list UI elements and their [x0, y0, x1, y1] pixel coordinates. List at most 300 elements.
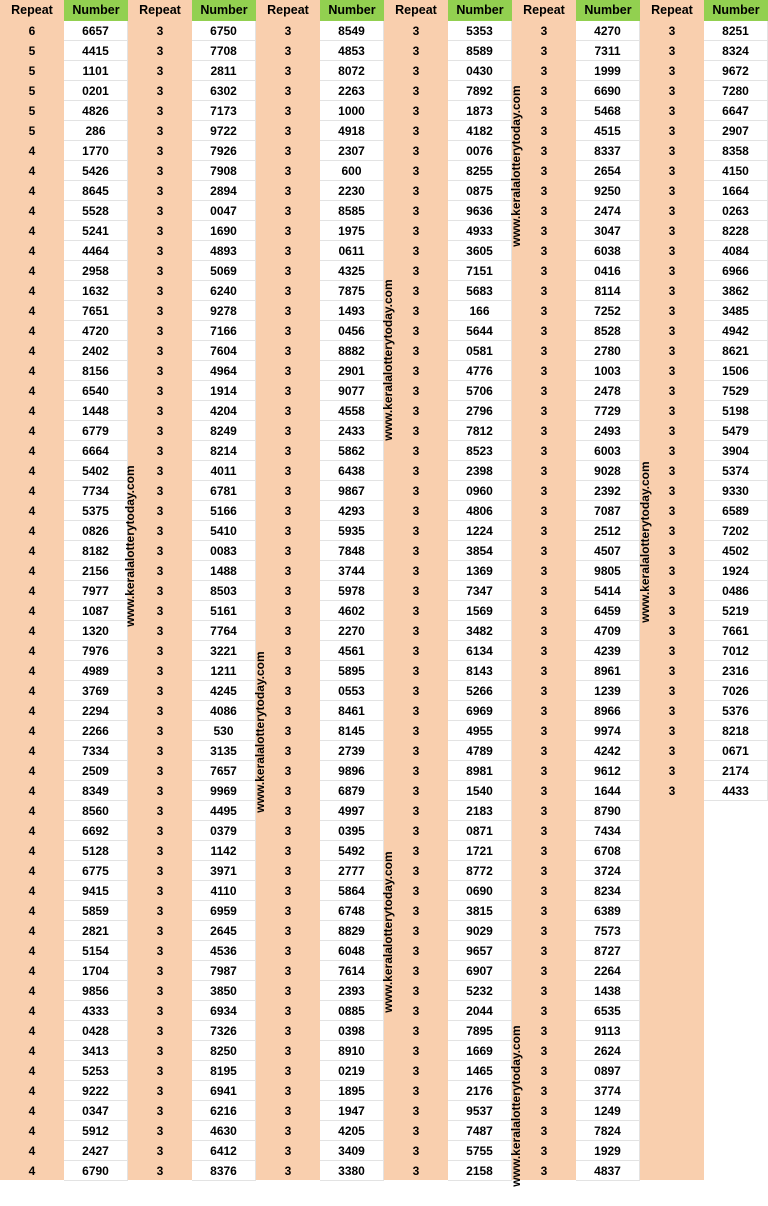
- repeat-cell: 3: [284, 724, 292, 738]
- number-cell: 8228: [704, 221, 768, 241]
- repeat-cell: 3: [284, 744, 292, 758]
- number-cell: 2796: [448, 401, 512, 421]
- number-cell: 6647: [704, 101, 768, 121]
- number-cell: 8589: [448, 41, 512, 61]
- repeat-cell: 3: [284, 1004, 292, 1018]
- number-cell: 6750: [192, 21, 256, 41]
- repeat-cell: 3: [412, 144, 420, 158]
- number-cell: 2654: [576, 161, 640, 181]
- number-cell: 3769: [64, 681, 128, 701]
- number-cell: 2270: [320, 621, 384, 641]
- number-cell: 9537: [448, 1101, 512, 1121]
- number-cell: 8910: [320, 1041, 384, 1061]
- number-cell: 2393: [320, 981, 384, 1001]
- repeat-cell: 3: [156, 24, 164, 38]
- number-cell: 1000: [320, 101, 384, 121]
- repeat-cell: 4: [28, 1164, 36, 1178]
- repeat-cell: 3: [284, 404, 292, 418]
- repeat-cell: 3: [412, 1084, 420, 1098]
- watermark-7: www.keralalotterytoday.com: [638, 461, 652, 623]
- repeat-cell: 3: [540, 744, 548, 758]
- repeat-cell: 3: [668, 444, 676, 458]
- repeat-cell: 3: [284, 904, 292, 918]
- repeat-column-1: [0, 0, 64, 1180]
- number-cell: 2512: [576, 521, 640, 541]
- number-cell: 4011: [192, 461, 256, 481]
- number-cell: 4789: [448, 741, 512, 761]
- repeat-cell: 3: [540, 784, 548, 798]
- number-cell: 5410: [192, 521, 256, 541]
- number-cell: 1770: [64, 141, 128, 161]
- number-cell: 5755: [448, 1141, 512, 1161]
- number-cell: 1704: [64, 961, 128, 981]
- number-cell: 4495: [192, 801, 256, 821]
- number-cell: 5528: [64, 201, 128, 221]
- number-cell: 4086: [192, 701, 256, 721]
- repeat-cell: 3: [540, 644, 548, 658]
- number-cell: 2821: [64, 921, 128, 941]
- repeat-cell: 3: [540, 804, 548, 818]
- repeat-cell: 3: [540, 1164, 548, 1178]
- repeat-cell: 3: [668, 384, 676, 398]
- number-cell: 0486: [704, 581, 768, 601]
- number-cell: 9278: [192, 301, 256, 321]
- number-cell: 1644: [576, 781, 640, 801]
- number-cell: 3413: [64, 1041, 128, 1061]
- repeat-cell: 3: [284, 164, 292, 178]
- repeat-cell: 3: [668, 324, 676, 338]
- repeat-cell: 3: [412, 704, 420, 718]
- number-cell: 6535: [576, 1001, 640, 1021]
- number-cell: 9029: [448, 921, 512, 941]
- repeat-cell: 3: [156, 1044, 164, 1058]
- number-cell: 2624: [576, 1041, 640, 1061]
- number-cell: 7604: [192, 341, 256, 361]
- number-cell: 5895: [320, 661, 384, 681]
- number-cell: 2478: [576, 381, 640, 401]
- number-cell: 1224: [448, 521, 512, 541]
- repeat-cell: 3: [540, 384, 548, 398]
- number-cell: 0871: [448, 821, 512, 841]
- number-cell: 8214: [192, 441, 256, 461]
- repeat-cell: 3: [156, 1144, 164, 1158]
- repeat-cell: 4: [28, 704, 36, 718]
- number-cell: 2907: [704, 121, 768, 141]
- repeat-cell: 3: [284, 684, 292, 698]
- number-cell: 0201: [64, 81, 128, 101]
- number-cell: 8523: [448, 441, 512, 461]
- number-cell: 2901: [320, 361, 384, 381]
- number-cell: 1632: [64, 281, 128, 301]
- repeat-cell: 3: [284, 344, 292, 358]
- repeat-cell: 3: [540, 964, 548, 978]
- number-cell: 6216: [192, 1101, 256, 1121]
- repeat-cell: 3: [156, 204, 164, 218]
- number-cell: 2645: [192, 921, 256, 941]
- number-cell: 5374: [704, 461, 768, 481]
- repeat-cell: 3: [284, 1124, 292, 1138]
- number-cell: 2474: [576, 201, 640, 221]
- repeat-cell: 3: [284, 1164, 292, 1178]
- repeat-cell: 3: [284, 484, 292, 498]
- number-cell: 7487: [448, 1121, 512, 1141]
- repeat-cell: 3: [668, 204, 676, 218]
- number-cell: 9028: [576, 461, 640, 481]
- number-cell: 6748: [320, 901, 384, 921]
- number-cell: 7573: [576, 921, 640, 941]
- number-cell: 7087: [576, 501, 640, 521]
- repeat-cell: 4: [28, 904, 36, 918]
- repeat-cell: 3: [540, 64, 548, 78]
- number-cell: 166: [448, 301, 512, 321]
- repeat-cell: 3: [284, 1144, 292, 1158]
- number-cell: 6664: [64, 441, 128, 461]
- repeat-cell: 3: [540, 364, 548, 378]
- repeat-cell: 3: [412, 164, 420, 178]
- repeat-cell: 3: [156, 444, 164, 458]
- number-cell: 1448: [64, 401, 128, 421]
- repeat-cell: 3: [412, 24, 420, 38]
- repeat-cell: 3: [284, 204, 292, 218]
- number-cell: 0553: [320, 681, 384, 701]
- repeat-cell: 3: [284, 424, 292, 438]
- number-cell: 5266: [448, 681, 512, 701]
- number-cell: 8961: [576, 661, 640, 681]
- number-cell: 0826: [64, 521, 128, 541]
- repeat-cell: 3: [156, 364, 164, 378]
- number-cell: 9077: [320, 381, 384, 401]
- number-cell: 8882: [320, 341, 384, 361]
- repeat-cell: 3: [540, 1064, 548, 1078]
- number-cell: 5166: [192, 501, 256, 521]
- repeat-cell: 3: [412, 604, 420, 618]
- repeat-cell: 3: [284, 384, 292, 398]
- repeat-cell: 3: [668, 464, 676, 478]
- number-cell: 1999: [576, 61, 640, 81]
- number-cell: 4150: [704, 161, 768, 181]
- number-cell: 9415: [64, 881, 128, 901]
- number-cell: 0611: [320, 241, 384, 261]
- repeat-cell: 3: [284, 924, 292, 938]
- repeat-header: Repeat: [640, 0, 704, 21]
- number-cell: 2316: [704, 661, 768, 681]
- number-cell: 6779: [64, 421, 128, 441]
- repeat-cell: 4: [28, 1004, 36, 1018]
- repeat-cell: 3: [412, 64, 420, 78]
- repeat-cell: 4: [28, 504, 36, 518]
- number-cell: 3971: [192, 861, 256, 881]
- number-cell: 5859: [64, 901, 128, 921]
- number-cell: 8549: [320, 21, 384, 41]
- number-cell: 7926: [192, 141, 256, 161]
- number-cell: 6879: [320, 781, 384, 801]
- number-cell: 6438: [320, 461, 384, 481]
- repeat-cell: 3: [540, 864, 548, 878]
- repeat-cell: 3: [412, 284, 420, 298]
- number-cell: 0379: [192, 821, 256, 841]
- number-cell: 8072: [320, 61, 384, 81]
- number-cell: 7892: [448, 81, 512, 101]
- number-cell: 1369: [448, 561, 512, 581]
- number-header: Number: [192, 0, 256, 21]
- number-cell: 9974: [576, 721, 640, 741]
- repeat-cell: 3: [412, 344, 420, 358]
- number-cell: 6708: [576, 841, 640, 861]
- repeat-cell: 3: [412, 1144, 420, 1158]
- repeat-cell: 3: [668, 244, 676, 258]
- repeat-cell: 3: [156, 104, 164, 118]
- repeat-cell: 3: [540, 264, 548, 278]
- number-cell: 4293: [320, 501, 384, 521]
- number-cell: 5241: [64, 221, 128, 241]
- repeat-cell: 3: [412, 404, 420, 418]
- number-cell: 0430: [448, 61, 512, 81]
- repeat-cell: 3: [284, 184, 292, 198]
- number-cell: 6934: [192, 1001, 256, 1021]
- number-cell: 4837: [576, 1161, 640, 1181]
- repeat-cell: 4: [28, 404, 36, 418]
- repeat-cell: 3: [668, 44, 676, 58]
- repeat-cell: 4: [28, 744, 36, 758]
- repeat-cell: 3: [284, 1104, 292, 1118]
- repeat-cell: 3: [668, 744, 676, 758]
- number-cell: 2307: [320, 141, 384, 161]
- number-cell: 9969: [192, 781, 256, 801]
- repeat-cell: 3: [668, 784, 676, 798]
- repeat-cell: 3: [540, 444, 548, 458]
- number-cell: 7824: [576, 1121, 640, 1141]
- repeat-cell: 3: [412, 1064, 420, 1078]
- repeat-cell: 3: [284, 84, 292, 98]
- number-cell: 6389: [576, 901, 640, 921]
- number-cell: 7875: [320, 281, 384, 301]
- repeat-cell: 3: [412, 464, 420, 478]
- number-cell: 3744: [320, 561, 384, 581]
- repeat-cell: 3: [156, 1104, 164, 1118]
- repeat-cell: 3: [668, 504, 676, 518]
- repeat-cell: 3: [156, 124, 164, 138]
- number-cell: 7173: [192, 101, 256, 121]
- number-cell: 6003: [576, 441, 640, 461]
- number-cell: 7657: [192, 761, 256, 781]
- repeat-cell: 3: [412, 744, 420, 758]
- repeat-cell: 3: [156, 824, 164, 838]
- repeat-cell: 3: [156, 944, 164, 958]
- number-cell: 5402: [64, 461, 128, 481]
- repeat-header: Repeat: [512, 0, 576, 21]
- number-cell: 2158: [448, 1161, 512, 1181]
- repeat-cell: 3: [668, 724, 676, 738]
- repeat-cell: 3: [284, 284, 292, 298]
- repeat-header: Repeat: [0, 0, 64, 21]
- repeat-cell: 4: [28, 804, 36, 818]
- watermark-4: www.keralalotterytoday.com: [381, 851, 395, 1013]
- repeat-cell: 3: [284, 964, 292, 978]
- repeat-cell: 3: [156, 884, 164, 898]
- number-cell: 7651: [64, 301, 128, 321]
- repeat-cell: 4: [28, 384, 36, 398]
- repeat-cell: 3: [156, 1084, 164, 1098]
- repeat-cell: 3: [284, 1084, 292, 1098]
- repeat-cell: 3: [540, 924, 548, 938]
- number-cell: 2176: [448, 1081, 512, 1101]
- repeat-cell: 3: [412, 444, 420, 458]
- number-cell: 5375: [64, 501, 128, 521]
- repeat-cell: 3: [668, 124, 676, 138]
- repeat-cell: 3: [412, 364, 420, 378]
- repeat-cell: 3: [668, 584, 676, 598]
- number-cell: 8528: [576, 321, 640, 341]
- number-cell: 0875: [448, 181, 512, 201]
- number-cell: 4242: [576, 741, 640, 761]
- number-cell: 2777: [320, 861, 384, 881]
- number-cell: 2264: [576, 961, 640, 981]
- number-cell: 8621: [704, 341, 768, 361]
- repeat-cell: 4: [28, 664, 36, 678]
- repeat-cell: 3: [540, 564, 548, 578]
- repeat-cell: 3: [540, 244, 548, 258]
- number-cell: 1540: [448, 781, 512, 801]
- repeat-cell: 3: [412, 904, 420, 918]
- repeat-cell: 3: [412, 1024, 420, 1038]
- number-cell: 1465: [448, 1061, 512, 1081]
- repeat-cell: 4: [28, 644, 36, 658]
- number-cell: 3815: [448, 901, 512, 921]
- number-cell: 8250: [192, 1041, 256, 1061]
- number-cell: 8251: [704, 21, 768, 41]
- number-cell: 6969: [448, 701, 512, 721]
- number-cell: 6692: [64, 821, 128, 841]
- repeat-cell: 3: [540, 184, 548, 198]
- repeat-cell: 3: [156, 1124, 164, 1138]
- watermark-1: www.keralalotterytoday.com: [123, 465, 137, 627]
- number-cell: 1493: [320, 301, 384, 321]
- repeat-cell: 3: [284, 664, 292, 678]
- repeat-cell: 3: [156, 264, 164, 278]
- number-cell: 7166: [192, 321, 256, 341]
- number-cell: 0428: [64, 1021, 128, 1041]
- repeat-cell: 4: [28, 204, 36, 218]
- number-cell: 530: [192, 721, 256, 741]
- repeat-cell: 3: [540, 1144, 548, 1158]
- repeat-cell: 3: [284, 1064, 292, 1078]
- repeat-cell: 3: [156, 804, 164, 818]
- number-cell: 4536: [192, 941, 256, 961]
- number-cell: 4110: [192, 881, 256, 901]
- repeat-cell: 3: [540, 84, 548, 98]
- number-cell: 7334: [64, 741, 128, 761]
- number-cell: 5161: [192, 601, 256, 621]
- number-cell: 6907: [448, 961, 512, 981]
- repeat-cell: 3: [412, 864, 420, 878]
- repeat-cell: 3: [412, 84, 420, 98]
- number-cell: 7661: [704, 621, 768, 641]
- repeat-cell: 3: [284, 24, 292, 38]
- number-cell: 7202: [704, 521, 768, 541]
- repeat-cell: 6: [28, 24, 36, 38]
- number-cell: 4084: [704, 241, 768, 261]
- number-cell: 6459: [576, 601, 640, 621]
- repeat-cell: 4: [28, 924, 36, 938]
- repeat-cell: 4: [28, 364, 36, 378]
- number-cell: 1211: [192, 661, 256, 681]
- repeat-cell: 3: [668, 184, 676, 198]
- number-cell: 0456: [320, 321, 384, 341]
- repeat-cell: 3: [412, 264, 420, 278]
- number-cell: 5492: [320, 841, 384, 861]
- number-cell: 7252: [576, 301, 640, 321]
- number-cell: 7434: [576, 821, 640, 841]
- repeat-cell: 4: [28, 164, 36, 178]
- number-cell: 4558: [320, 401, 384, 421]
- repeat-cell: 3: [412, 544, 420, 558]
- repeat-cell: 3: [156, 644, 164, 658]
- number-cell: 0690: [448, 881, 512, 901]
- repeat-cell: 3: [540, 324, 548, 338]
- repeat-cell: 3: [156, 664, 164, 678]
- number-cell: 4964: [192, 361, 256, 381]
- number-cell: 4239: [576, 641, 640, 661]
- repeat-cell: 3: [156, 244, 164, 258]
- repeat-cell: 4: [28, 964, 36, 978]
- repeat-cell: 3: [284, 804, 292, 818]
- number-cell: 4325: [320, 261, 384, 281]
- number-cell: 1142: [192, 841, 256, 861]
- number-cell: 2230: [320, 181, 384, 201]
- repeat-cell: 3: [284, 984, 292, 998]
- number-cell: 2156: [64, 561, 128, 581]
- repeat-cell: 3: [156, 284, 164, 298]
- number-cell: 8249: [192, 421, 256, 441]
- repeat-cell: 3: [156, 224, 164, 238]
- repeat-cell: 3: [284, 564, 292, 578]
- repeat-cell: 3: [540, 1044, 548, 1058]
- repeat-cell: 3: [156, 684, 164, 698]
- number-cell: 3850: [192, 981, 256, 1001]
- number-cell: 7734: [64, 481, 128, 501]
- number-cell: 3724: [576, 861, 640, 881]
- number-cell: 8790: [576, 801, 640, 821]
- number-cell: 8337: [576, 141, 640, 161]
- repeat-cell: 3: [668, 224, 676, 238]
- repeat-cell: 3: [668, 604, 676, 618]
- repeat-cell: 3: [156, 524, 164, 538]
- number-cell: 5479: [704, 421, 768, 441]
- repeat-cell: 3: [668, 684, 676, 698]
- number-header: Number: [576, 0, 640, 21]
- number-cell: 1924: [704, 561, 768, 581]
- number-cell: 9612: [576, 761, 640, 781]
- repeat-cell: 3: [540, 424, 548, 438]
- number-cell: 4333: [64, 1001, 128, 1021]
- repeat-cell: 3: [668, 64, 676, 78]
- number-cell: 9722: [192, 121, 256, 141]
- repeat-cell: 3: [284, 824, 292, 838]
- repeat-cell: 4: [28, 244, 36, 258]
- repeat-cell: 3: [540, 104, 548, 118]
- number-cell: 5128: [64, 841, 128, 861]
- repeat-cell: 5: [28, 124, 36, 138]
- number-cell: 6412: [192, 1141, 256, 1161]
- repeat-cell: 3: [668, 264, 676, 278]
- number-cell: 3409: [320, 1141, 384, 1161]
- number-cell: 2266: [64, 721, 128, 741]
- watermark-3: www.keralalotterytoday.com: [381, 279, 395, 441]
- repeat-cell: 3: [412, 304, 420, 318]
- number-cell: 6134: [448, 641, 512, 661]
- repeat-cell: 4: [28, 144, 36, 158]
- repeat-cell: 3: [412, 804, 420, 818]
